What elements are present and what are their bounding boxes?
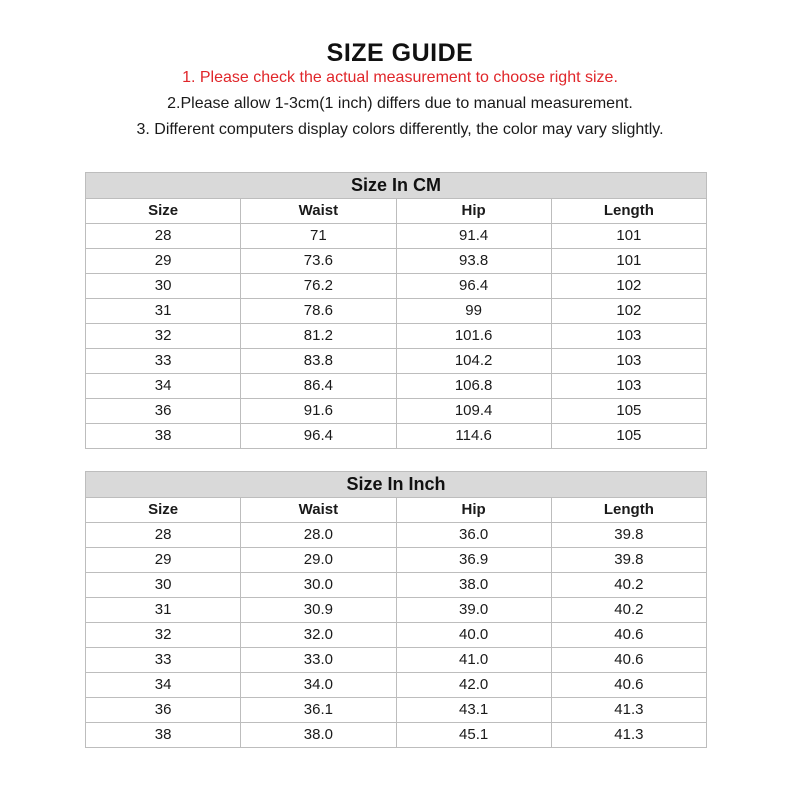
cell-hip: 101.6 (396, 324, 551, 349)
column-header-length: Length (551, 498, 706, 523)
cell-hip: 40.0 (396, 623, 551, 648)
cell-waist: 33.0 (241, 648, 396, 673)
cell-length: 101 (551, 249, 706, 274)
cell-length: 40.6 (551, 623, 706, 648)
cell-waist: 29.0 (241, 548, 396, 573)
note-tolerance: 2.Please allow 1-3cm(1 inch) differs due to manual measurement. (167, 95, 633, 112)
cell-waist: 83.8 (241, 349, 396, 374)
cell-waist: 86.4 (241, 374, 396, 399)
page-title: SIZE GUIDE (326, 39, 474, 67)
cell-length: 39.8 (551, 523, 706, 548)
cell-length: 41.3 (551, 698, 706, 723)
column-header-waist: Waist (241, 498, 396, 523)
column-header-size: Size (86, 199, 241, 224)
cell-length: 40.6 (551, 673, 706, 698)
cell-size: 28 (86, 523, 241, 548)
table-row (86, 349, 707, 374)
cell-hip: 39.0 (396, 598, 551, 623)
table-row (86, 698, 707, 723)
cell-length: 103 (551, 374, 706, 399)
cell-hip: 109.4 (396, 399, 551, 424)
cell-length: 101 (551, 224, 706, 249)
cell-hip: 36.0 (396, 523, 551, 548)
cell-hip: 106.8 (396, 374, 551, 399)
cell-size: 36 (86, 399, 241, 424)
table-row (86, 523, 707, 548)
column-header-hip: Hip (396, 498, 551, 523)
column-header-length: Length (551, 199, 706, 224)
cell-waist: 96.4 (241, 424, 396, 449)
table-caption: Size In Inch (86, 472, 707, 498)
cell-length: 105 (551, 399, 706, 424)
cell-size: 31 (86, 299, 241, 324)
table-row (86, 399, 707, 424)
table-row (86, 598, 707, 623)
table-row (86, 324, 707, 349)
cell-waist: 34.0 (241, 673, 396, 698)
cell-length: 39.8 (551, 548, 706, 573)
cell-size: 36 (86, 698, 241, 723)
cell-size: 34 (86, 374, 241, 399)
cell-length: 103 (551, 324, 706, 349)
cell-waist: 30.9 (241, 598, 396, 623)
cell-waist: 76.2 (241, 274, 396, 299)
cell-waist: 91.6 (241, 399, 396, 424)
cell-size: 30 (86, 573, 241, 598)
cell-waist: 71 (241, 224, 396, 249)
cell-length: 40.6 (551, 648, 706, 673)
cell-length: 40.2 (551, 598, 706, 623)
cell-hip: 104.2 (396, 349, 551, 374)
table-row (86, 573, 707, 598)
cell-hip: 38.0 (396, 573, 551, 598)
cell-waist: 73.6 (241, 249, 396, 274)
cell-size: 38 (86, 723, 241, 748)
cell-waist: 38.0 (241, 723, 396, 748)
cell-size: 32 (86, 324, 241, 349)
cell-size: 29 (86, 249, 241, 274)
column-header-hip: Hip (396, 199, 551, 224)
note-color-variance: 3. Different computers display colors differently, the color may vary slightly. (136, 121, 664, 138)
cell-size: 28 (86, 224, 241, 249)
table-header-row (86, 199, 707, 224)
size-table-inch (85, 471, 707, 748)
table-row (86, 249, 707, 274)
table-row (86, 299, 707, 324)
table-row (86, 673, 707, 698)
cell-waist: 81.2 (241, 324, 396, 349)
cell-size: 32 (86, 623, 241, 648)
cell-length: 41.3 (551, 723, 706, 748)
column-header-waist: Waist (241, 199, 396, 224)
table-row (86, 424, 707, 449)
table-row (86, 723, 707, 748)
cell-length: 102 (551, 299, 706, 324)
cell-hip: 96.4 (396, 274, 551, 299)
cell-waist: 32.0 (241, 623, 396, 648)
table-row (86, 623, 707, 648)
cell-hip: 45.1 (396, 723, 551, 748)
cell-waist: 78.6 (241, 299, 396, 324)
table-row (86, 224, 707, 249)
cell-hip: 43.1 (396, 698, 551, 723)
cell-size: 33 (86, 648, 241, 673)
note-measurement: 1. Please check the actual measurement to choose right size. (182, 69, 618, 86)
table-caption: Size In CM (86, 173, 707, 199)
cell-hip: 36.9 (396, 548, 551, 573)
cell-length: 40.2 (551, 573, 706, 598)
cell-size: 34 (86, 673, 241, 698)
cell-hip: 93.8 (396, 249, 551, 274)
table-caption-row (86, 173, 707, 199)
cell-size: 29 (86, 548, 241, 573)
cell-size: 33 (86, 349, 241, 374)
cell-waist: 28.0 (241, 523, 396, 548)
table-caption-row (86, 472, 707, 498)
cell-hip: 114.6 (396, 424, 551, 449)
table-row (86, 274, 707, 299)
cell-hip: 91.4 (396, 224, 551, 249)
cell-hip: 42.0 (396, 673, 551, 698)
cell-waist: 36.1 (241, 698, 396, 723)
cell-length: 103 (551, 349, 706, 374)
table-row (86, 648, 707, 673)
cell-hip: 99 (396, 299, 551, 324)
cell-length: 102 (551, 274, 706, 299)
cell-waist: 30.0 (241, 573, 396, 598)
column-header-size: Size (86, 498, 241, 523)
cell-size: 31 (86, 598, 241, 623)
table-header-row (86, 498, 707, 523)
cell-hip: 41.0 (396, 648, 551, 673)
cell-size: 30 (86, 274, 241, 299)
table-row (86, 548, 707, 573)
cell-length: 105 (551, 424, 706, 449)
cell-size: 38 (86, 424, 241, 449)
table-row (86, 374, 707, 399)
size-table-cm (85, 172, 707, 449)
